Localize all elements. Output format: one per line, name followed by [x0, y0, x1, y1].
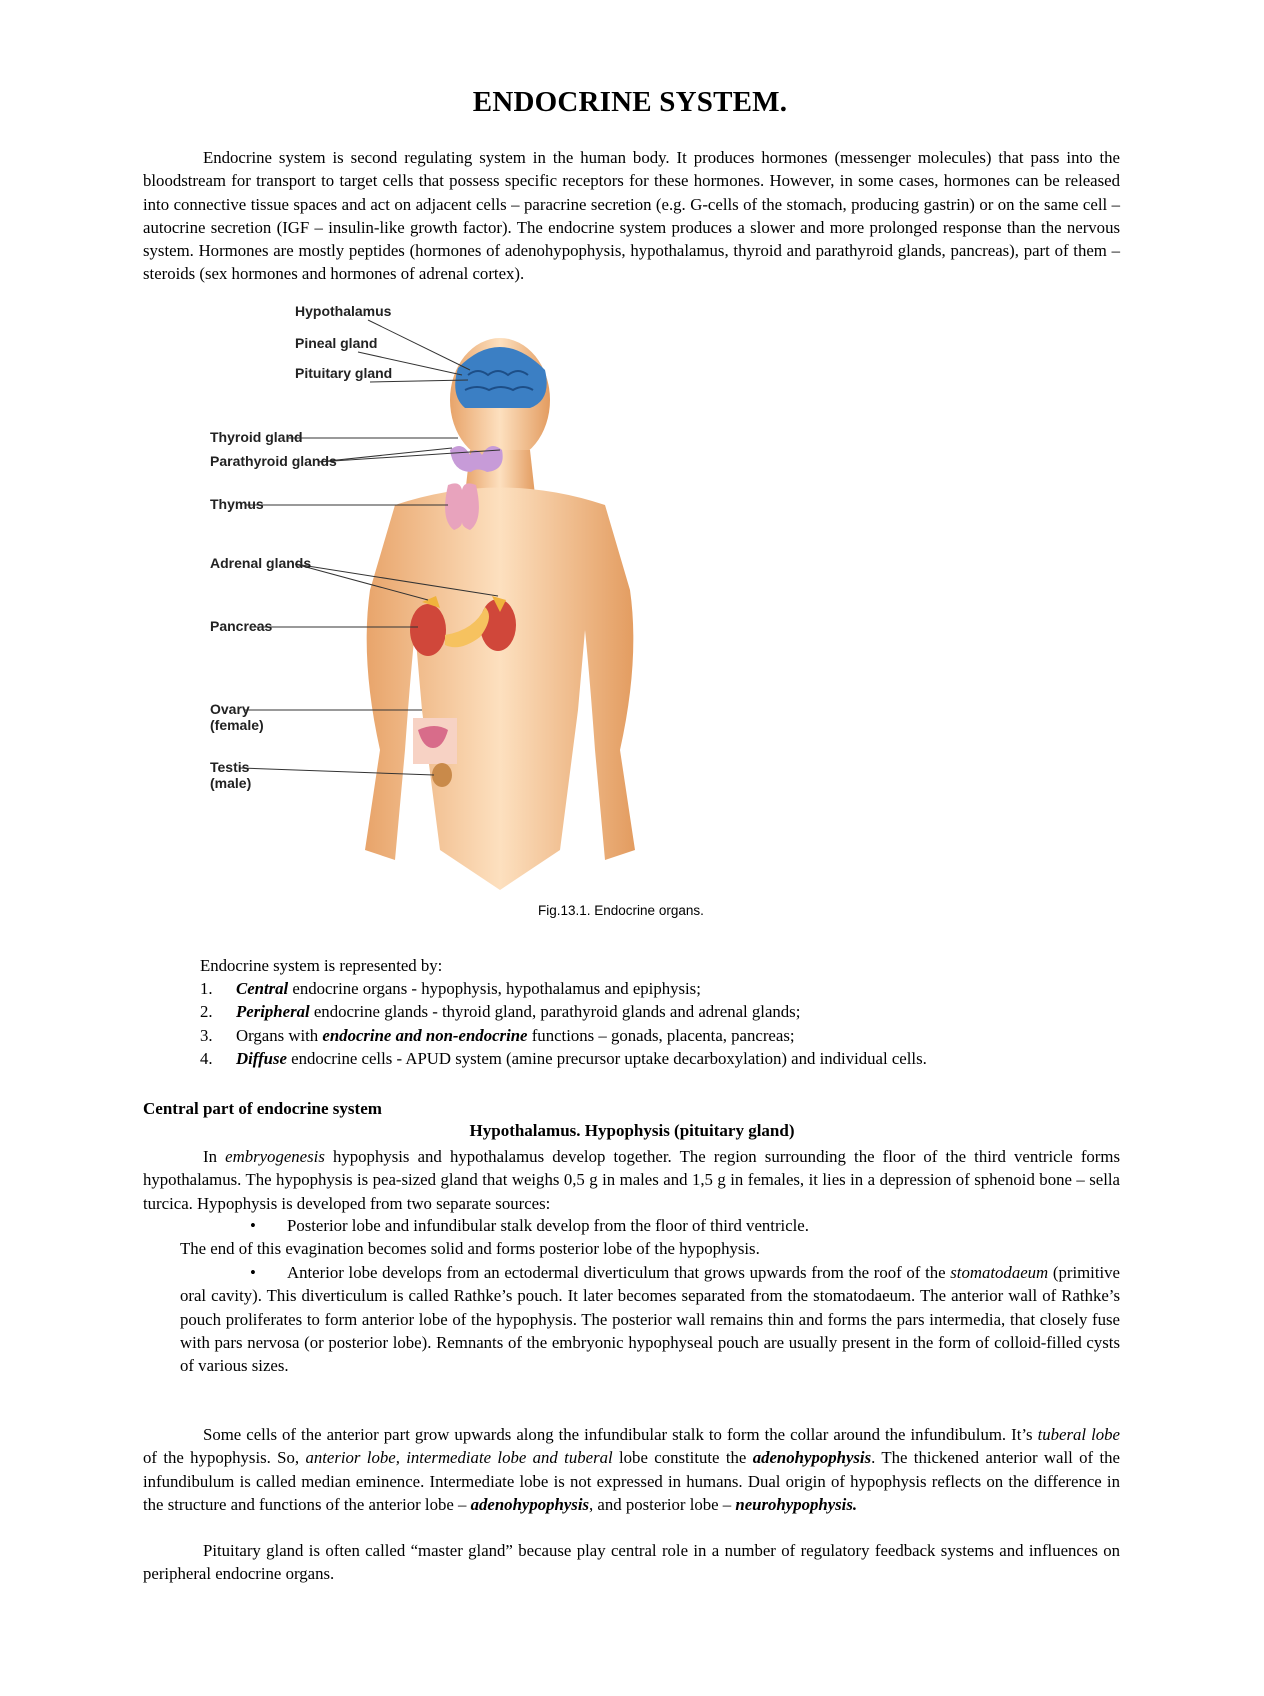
- endocrine-organs-figure: [200, 303, 700, 900]
- page-title: ENDOCRINE SYSTEM.: [472, 86, 788, 118]
- bullet-item-anterior: • Anterior lobe develops from an ectodermal diverticulum that grows upwards from the roof of the stomatodaeum (primitive oral cavity). This diverticulum is called Rathke’s pouch. It later becomes separated from the stomatodaeum. The anterior wall of Rathke’s pouch proliferates to form anterior lobe of the hypophysis. The posterior wall remains thin and forms the pars intermedia, that closely fuse with pars nervosa (or posterior lobe). Remnants of the embryonic hypophyseal pouch are usually present in the form of colloid-filled cysts of various sizes.: [180, 1263, 1120, 1376]
- label-testis-male: (male): [210, 775, 252, 791]
- tuberal-paragraph: Some cells of the anterior part grow upwards along the infundibular stalk to form the collar around the infundibulum. It’s tuberal lobe of the hypophysis. So, anterior lobe, intermediate lobe and tuberal lobe constitute the adenohypophysis. The thickened anterior wall of the infundibulum is called median eminence. Intermediate lobe is not expressed in humans. Dual origin of hypophysis reflects on the difference in the structure and functions of the anterior lobe – adenohypophysis, and posterior lobe – neurohypophysis.: [143, 1425, 1120, 1514]
- label-parathyroid-glands: Parathyroid glands: [210, 453, 337, 469]
- bullet-icon: •: [250, 1216, 256, 1235]
- label-testis: Testis: [210, 759, 250, 775]
- figure-caption: Fig.13.1. Endocrine organs.: [538, 903, 704, 918]
- after-bullet-text: The end of this evagination becomes solid and forms posterior lobe of the hypophysis.: [180, 1239, 760, 1258]
- label-thyroid-gland: Thyroid gland: [210, 429, 303, 445]
- label-thymus: Thymus: [210, 496, 264, 512]
- list-item: 1. Central endocrine organs - hypophysis, hypothalamus and epiphysis;: [200, 979, 701, 998]
- label-pancreas: Pancreas: [210, 618, 273, 634]
- label-hypothalamus: Hypothalamus: [295, 303, 392, 319]
- intro-paragraph: Endocrine system is second regulating system in the human body. It produces hormones (messenger molecules) that pass into the bloodstream for transport to target cells that possess specific receptors for these hormones. However, in some cases, hormones can be released into connective tissue spaces and act on adjacent cells – paracrine secretion (e.g. G-cells of the stomach, producing gastrin) or on the same cell – autocrine secretion (IGF – insulin-like growth factor). The endocrine system produces a slower and more prolonged response than the nervous system. Hormones are mostly peptides (hormones of adenohypophysis, hypothalamus, thyroid and parathyroid glands, pancreas), part of them – steroids (sex hormones and hormones of adrenal cortex).: [143, 148, 1120, 284]
- list-intro: Endocrine system is represented by:: [200, 956, 443, 975]
- endocrine-list: [200, 977, 1140, 1070]
- bullet-item-posterior: • Posterior lobe and infundibular stalk develop from the floor of third ventricle.: [180, 1214, 1120, 1237]
- section-subheading: Hypothalamus. Hypophysis (pituitary gland): [469, 1121, 795, 1140]
- label-adrenal-glands: Adrenal glands: [210, 555, 312, 571]
- label-ovary-female: (female): [210, 717, 264, 733]
- bullet-icon: •: [250, 1263, 256, 1282]
- list-item: 4. Diffuse endocrine cells - APUD system (amine precursor uptake decarboxylation) and individual cells.: [200, 1048, 927, 1068]
- label-pineal-gland: Pineal gland: [295, 335, 378, 351]
- label-ovary: Ovary: [210, 701, 250, 717]
- embryogenesis-paragraph: In embryogenesis hypophysis and hypothalamus develop together. The region surrounding the floor of the third ventricle forms hypothalamus. The hypophysis is pea-sized gland that weighs 0,5 g in males and 1,5 g in females, it lies in a depression of sphenoid bone – sella turcica. Hypophysis is developed from two separate sources:: [143, 1147, 1120, 1213]
- section-heading: Central part of endocrine system: [143, 1099, 382, 1118]
- list-item: 3. Organs with endocrine and non-endocrine functions – gonads, placenta, pancreas;: [200, 1025, 795, 1045]
- list-item: 2. Peripheral endocrine glands - thyroid gland, parathyroid glands and adrenal glands;: [200, 1002, 801, 1022]
- reproductive-organs-shape: [413, 718, 457, 787]
- master-gland-paragraph: Pituitary gland is often called “master gland” because play central role in a number of regulatory feedback systems and influences on peripheral endocrine organs.: [143, 1541, 1120, 1584]
- label-pituitary-gland: Pituitary gland: [295, 365, 393, 381]
